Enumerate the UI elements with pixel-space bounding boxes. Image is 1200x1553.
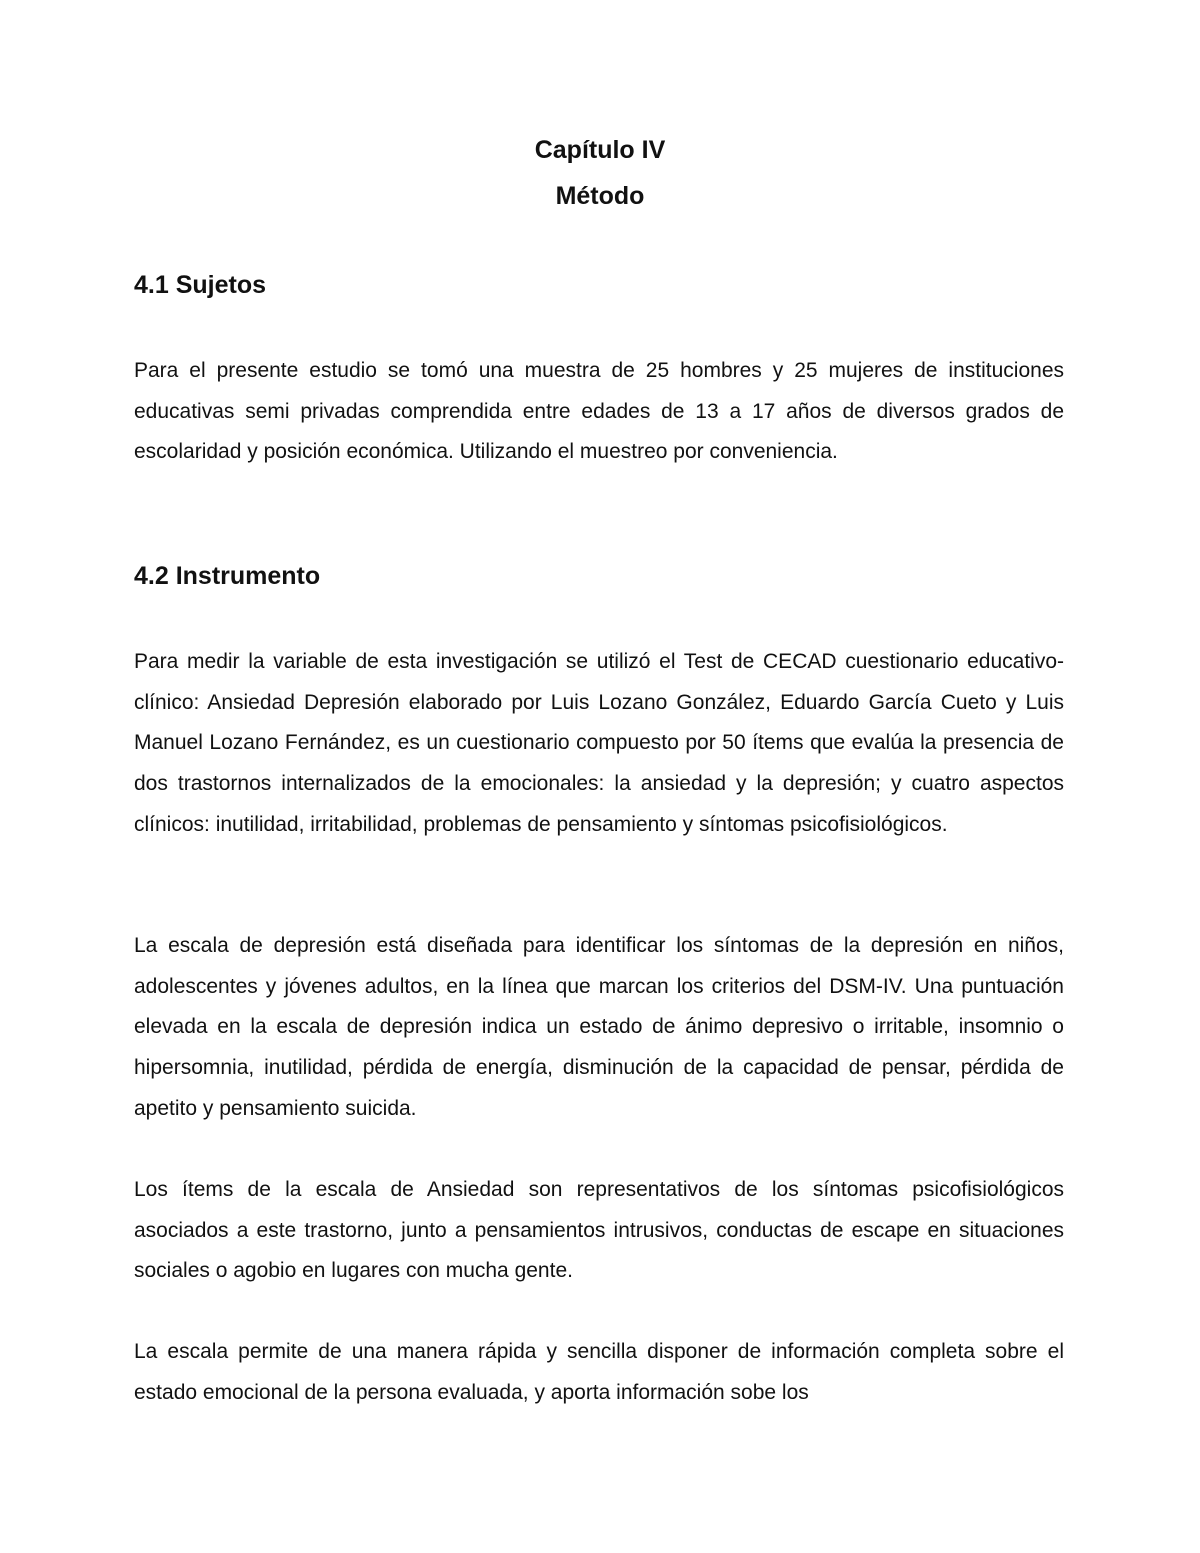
paragraph-instrumento-description: Para medir la variable de esta investigación se utilizó el Test de CECAD cuestionario educativo-clínico: Ansiedad Depresión elaborado por Luis Lozano González, Eduardo García Cueto y Luis Manuel Lozano Fernández, es un cuestionario compuesto por 50 ítems que evalúa la presencia de dos trastornos internalizados de la emocionales: la ansiedad y la depresión; y cuatro aspectos clínicos: inutilidad, irritabilidad, problemas de pensamiento y síntomas psicofisiológicos.	[134, 650, 1064, 836]
chapter-title: Capítulo IV	[534, 136, 666, 164]
paragraph-sujetos: Para el presente estudio se tomó una muestra de 25 hombres y 25 mujeres de instituciones educativas semi privadas comprendida entre edades de 13 a 17 años de diversos grados de escolaridad y posición económica. Utilizando el muestreo por conveniencia.	[134, 359, 1064, 464]
paragraph-depression-scale: La escala de depresión está diseñada para identificar los síntomas de la depresión en niños, adolescentes y jóvenes adultos, en la línea que marcan los criterios del DSM-IV. Una puntuación elevada en la escala de depresión indica un estado de ánimo depresivo o irritable, insomnio o hipersomnia, inutilidad, pérdida de energía, disminución de la capacidad de pensar, pérdida de apetito y pensamiento suicida.	[134, 934, 1064, 1120]
paragraph-scale-benefits: La escala permite de una manera rápida y sencilla disponer de información completa sobre el estado emocional de la persona evaluada, y aporta información sobe los	[134, 1340, 1064, 1404]
section-heading-instrumento: 4.2 Instrumento	[134, 562, 321, 590]
chapter-subtitle: Método	[555, 182, 645, 210]
section-heading-sujetos: 4.1 Sujetos	[134, 271, 266, 299]
paragraph-anxiety-scale: Los ítems de la escala de Ansiedad son representativos de los síntomas psicofisiológicos asociados a este trastorno, junto a pensamientos intrusivos, conductas de escape en situaciones sociales o agobio en lugares con mucha gente.	[134, 1178, 1064, 1283]
